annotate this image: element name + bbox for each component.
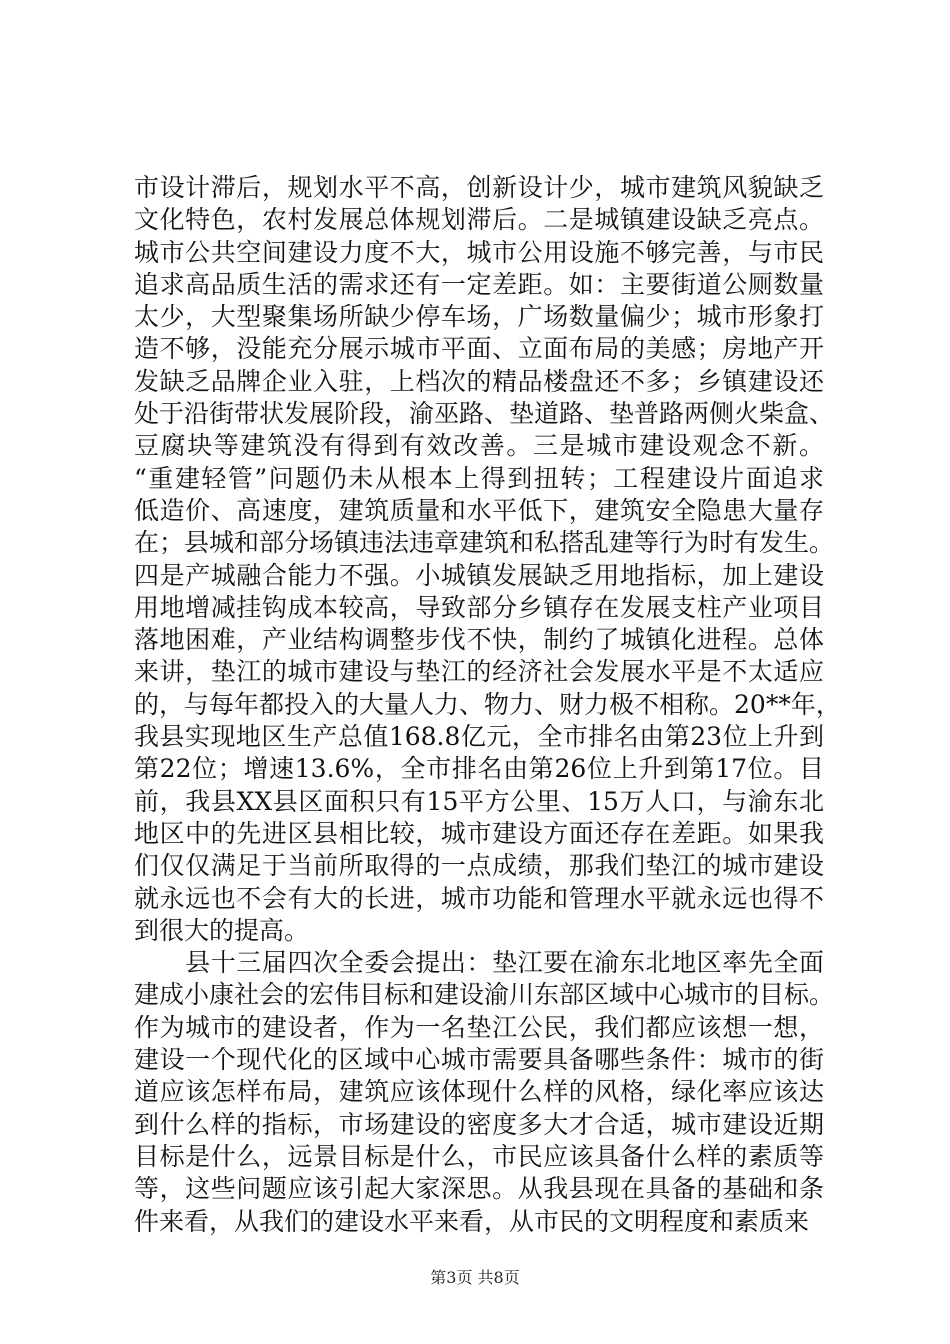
text-line: 们仅仅满足于当前所取得的一点成绩，那我们垫江的城市建设 <box>134 851 824 881</box>
text-line: 建设一个现代化的区域中心城市需要具备哪些条件：城市的街 <box>134 1045 824 1075</box>
text-line: 县十三届四次全委会提出：垫江要在渝东北地区率先全面 <box>134 948 824 978</box>
text-line: 来讲，垫江的城市建设与垫江的经济社会发展水平是不太适应 <box>134 657 824 687</box>
text-line: 四是产城融合能力不强。小城镇发展缺乏用地指标，加上建设 <box>134 560 824 590</box>
text-line: 地区中的先进区县相比较，城市建设方面还存在差距。如果我 <box>134 818 824 848</box>
text-line: 城市公共空间建设力度不大，城市公用设施不够完善，与市民 <box>134 237 824 267</box>
text-line: 处于沿街带状发展阶段，渝巫路、垫道路、垫普路两侧火柴盒、 <box>134 399 835 429</box>
body-text <box>134 172 841 1238</box>
text-line: 到什么样的指标，市场建设的密度多大才合适，城市建设近期 <box>134 1109 824 1139</box>
text-line: 第22位；增速13.6%，全市排名由第26位上升到第17位。目 <box>134 754 824 784</box>
text-line: 道应该怎样布局，建筑应该体现什么样的风格，绿化率应该达 <box>134 1077 824 1107</box>
text-line: 太少，大型聚集场所缺少停车场，广场数量偏少；城市形象打 <box>134 302 824 332</box>
text-line: 建成小康社会的宏伟目标和建设渝川东部区域中心城市的目标。 <box>134 980 835 1010</box>
text-line: 造不够，没能充分展示城市平面、立面布局的美感；房地产开 <box>134 334 824 364</box>
text-line: 到很大的提高。 <box>134 915 310 945</box>
text-line: 就永远也不会有大的长进，城市功能和管理水平就永远也得不 <box>134 883 824 913</box>
text-line: 追求高品质生活的需求还有一定差距。如：主要街道公厕数量 <box>134 269 824 299</box>
text-line: 前，我县XX县区面积只有15平方公里、15万人口，与渝东北 <box>134 786 824 816</box>
text-line: 的，与每年都投入的大量人力、物力、财力极不相称。20**年， <box>134 689 841 719</box>
text-line: 等，这些问题应该引起大家深思。从我县现在具备的基础和条 <box>134 1174 824 1204</box>
text-line: 文化特色，农村发展总体规划滞后。二是城镇建设缺乏亮点。 <box>134 205 824 235</box>
text-line: “重建轻管”问题仍未从根本上得到扭转；工程建设片面追求 <box>134 463 824 493</box>
text-line: 件来看，从我们的建设水平来看，从市民的文明程度和素质来 <box>134 1206 810 1236</box>
text-line: 用地增减挂钩成本较高，导致部分乡镇存在发展支柱产业项目 <box>134 592 824 622</box>
text-line: 落地困难，产业结构调整步伐不快，制约了城镇化进程。总体 <box>134 625 824 655</box>
page-footer: 第3页 共8页 <box>430 1268 520 1287</box>
text-line: 在；县城和部分场镇违法违章建筑和私搭乱建等行为时有发生。 <box>134 528 835 558</box>
text-line: 豆腐块等建筑没有得到有效改善。三是城市建设观念不新。 <box>134 431 824 461</box>
text-line: 作为城市的建设者，作为一名垫江公民，我们都应该想一想， <box>134 1012 824 1042</box>
text-line: 低造价、高速度，建筑质量和水平低下，建筑安全隐患大量存 <box>134 495 824 525</box>
text-line: 目标是什么，远景目标是什么，市民应该具备什么样的素质等 <box>134 1141 824 1171</box>
text-line: 我县实现地区生产总值168.8亿元，全市排名由第23位上升到 <box>134 722 824 752</box>
text-line: 发缺乏品牌企业入驻，上档次的精品楼盘还不多；乡镇建设还 <box>134 366 824 396</box>
text-line: 市设计滞后，规划水平不高，创新设计少，城市建筑风貌缺乏 <box>134 173 824 202</box>
